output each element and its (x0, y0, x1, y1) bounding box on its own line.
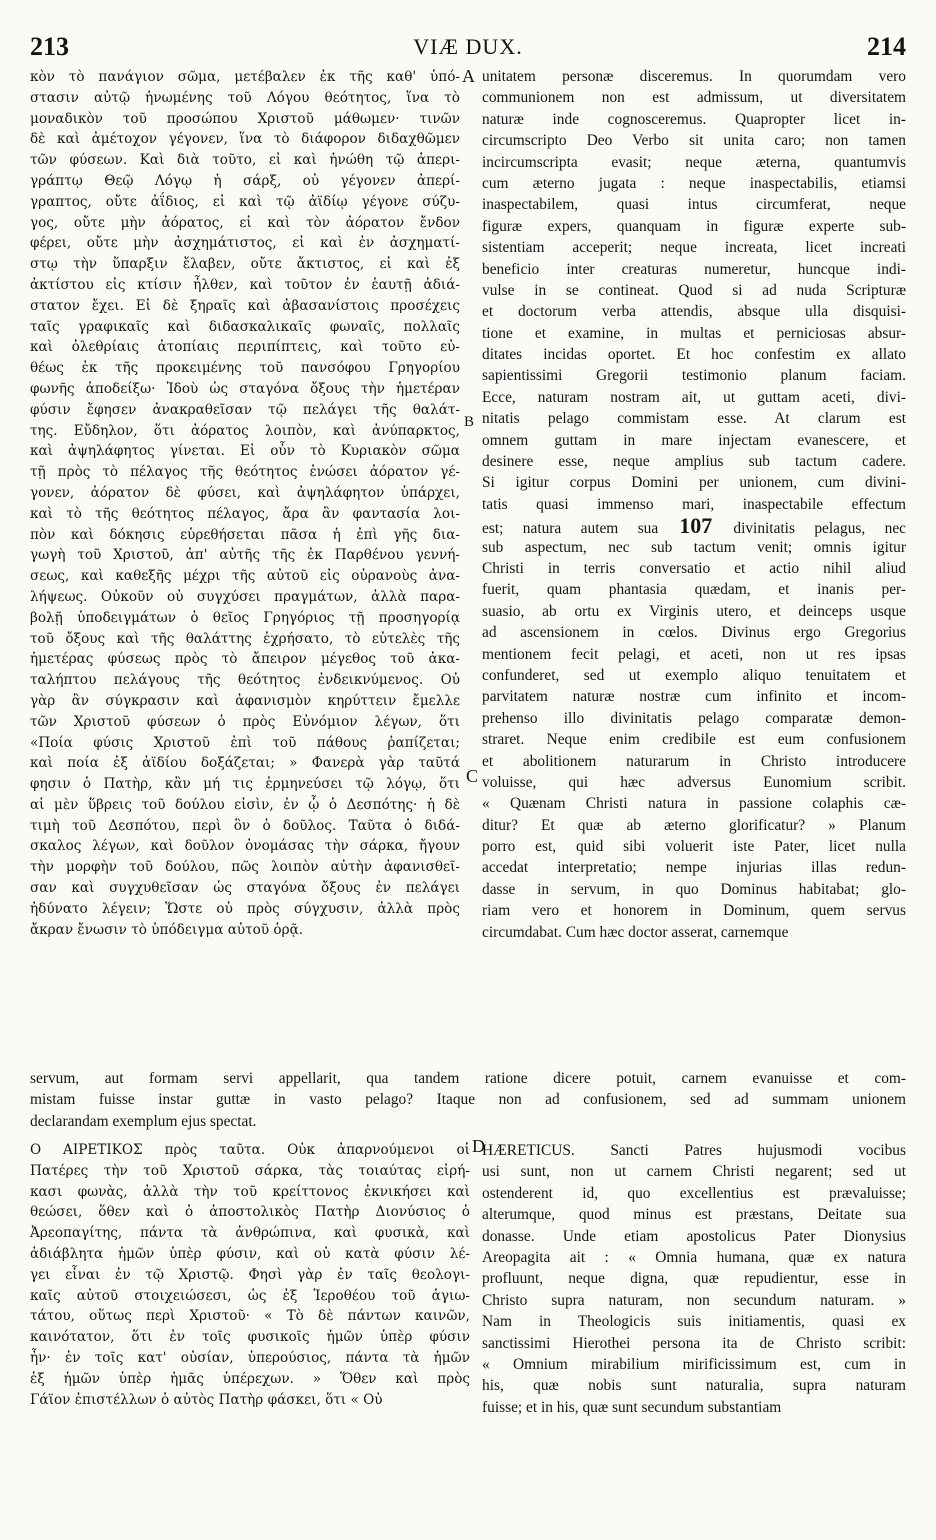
text-line: ostenderent id, quo excellentius est prævaluisse; (482, 1184, 906, 1202)
text-line: γει εἶναι ἐν τῷ Χριστῷ. Φησὶ γὰρ ἐν ταῖς θεολογι- (30, 1266, 470, 1283)
text-line: ταῖς γραφικαῖς καὶ διδασκαλικαῖς φωναῖς, πολλαῖς (30, 318, 460, 335)
text-line: mistam fuisse instar guttæ in vasto pelago? Itaque non ad confusionem, sed ad summam unionem (30, 1091, 906, 1109)
text-line: γραπτος, οὔτε ἀΐδιος, εἰ καὶ τῷ ἀϊδίῳ γέγονε σύζυ- (30, 193, 460, 210)
text-line: Nam in Theologicis suis initiamentis, quasi ex (482, 1313, 906, 1331)
text-line: καὶ τὸ τῆς θεότητος πέλαγος, ἄρα ἂν φαντασία λοι- (30, 505, 460, 522)
text-line: cum æterno jugata : neque inaspectabilis, etiamsi (482, 174, 906, 192)
greek-column-bottom (30, 1140, 470, 1410)
text-line: θέως ἐκ τῆς προκειμένης τοῦ πανσόφου Γρηγορίου (30, 360, 460, 377)
margin-letter-d: D (472, 1136, 485, 1156)
text-line: καὶ ἀψηλάφητος γίνεται. Εἰ οὖν τὸ Κυριακὸν σῶμα (30, 443, 460, 460)
margin-letter-a: A (462, 66, 475, 86)
text-line: omnem guttam in mare injectam evanescere, et (482, 431, 906, 449)
text-line: τῶν Χριστοῦ φύσεων ὁ πρὸς Εὐνόμιον λέγων, ὅτι (30, 713, 460, 730)
text-line: γονεν, ἀόρατον δὲ φύσει, καὶ ἀψηλάφητον ὑπάρχει, (30, 484, 460, 501)
margin-letter-b: B (464, 414, 475, 430)
text-line: tatis quasi immenso mari, inaspectabile effectum (482, 495, 906, 513)
text-line: nitatis pelago commistam esse. At clarum est (482, 410, 906, 428)
text-line: γράπτῳ Θεῷ Λόγῳ ἡ σάρξ, οὐ γέγονεν ἀπερί- (30, 172, 460, 189)
text-line: circumdabat. Cum hæc doctor asserat, carnemque (482, 923, 789, 941)
text-line: ἦν· ἐν τοῖς κατ' οὐσίαν, ὑπερούσιος, πάντα τὰ ἡμῶν (30, 1349, 470, 1366)
text-line: καὶ ὀλεθρίαις ἀτοπίαις περιπίπτεις, καὶ τοῦτο εὐ- (30, 339, 460, 356)
text-line: tione et examine, in multas et perniciosas absur- (482, 324, 906, 342)
text-line: sapientissimi Gregorii testimonio planum faciam. (482, 367, 906, 385)
text-line: Christi in terris conversatio et actio nihil aliud (482, 559, 906, 577)
running-header (30, 32, 906, 62)
text-line: τοῦ ὄξους καὶ τῆς θαλάττης ἐχρήσατο, τὸ εὐτελὲς τῆς (30, 630, 460, 647)
text-line: declarandam exemplum ejus spectat. (30, 1112, 257, 1130)
text-line-with-column-number (482, 515, 906, 536)
text-line: ἠδύνατο λέγειν; Ὥστε οὐ πρὸς σύγχυσιν, ἀλλὰ πρὸς (30, 900, 460, 917)
text-line: naturæ inde cognosceremus. Quapropter licet in- (482, 110, 906, 128)
text-line: prehenso illo divinitatis pelago comparatæ demon- (482, 709, 906, 727)
right-page-number: 214 (867, 32, 906, 61)
margin-letter-c: C (466, 766, 479, 786)
text-line: ditates incidas oportet. Et hoc confestim ex allato (482, 346, 906, 364)
text-line: στατον ἔχει. Εἰ δὲ ξηραῖς καὶ ἀβασανίστοις προσέχεις (30, 297, 460, 314)
text-line: πὸν καὶ δόκησις εὑρεθήσεται πᾶσα ἡ ἐπὶ γῆς δια- (30, 526, 460, 543)
text-line: incircumscripta evasit; neque æterna, quantumvis (482, 153, 906, 171)
text-line: μοναδικὸν τοῦ προσώπου Χριστοῦ μάθωμεν· τινῶν (30, 110, 460, 127)
text-line: sub aspectum, nec sub tactum venit; omnis igitur (482, 538, 906, 556)
text-line: ἐξ ἡμῶν ὑπὲρ ἡμᾶς ὑπέρεχων. » Ὅθεν καὶ πρὸς (30, 1370, 470, 1387)
text-line: « Quænam Christi natura in passione colaphis cæ- (482, 795, 906, 813)
left-page-number: 213 (30, 32, 69, 61)
text-line: servum, aut formam servi appellarit, qua tandem ratione dicere potuit, carnem evanuisse et com- (30, 1070, 906, 1087)
text-line: dasse in servum, in quo Dominus habitabat; glo- (482, 880, 906, 898)
text-line: inaspectabilem, quasi intus circumferat, neque (482, 196, 906, 214)
text-line: Christo supra naturam, non secundum naturam. » (482, 1291, 906, 1309)
text-line: φέρει, οὔτε μὴν ἀσχημάτιστος, εἰ καὶ ἐν ἀσχηματί- (30, 235, 460, 252)
text-line: usi sunt, non ut carnem Christi negarent; sed ut (482, 1163, 906, 1181)
text-line: Πατέρες τὴν τοῦ Χριστοῦ σάρκα, τὰς τοιαύτας εἰρή- (30, 1162, 470, 1179)
text-line: σεως, καὶ καθεξῆς μέχρι τῆς αὐτοῦ εἰς οὐρανοὺς ἀνα- (30, 568, 460, 585)
latin-column-bottom (482, 1140, 906, 1418)
text-line: fuisse; et in his, quæ sunt secundum substantiam (482, 1398, 782, 1416)
text-line: γωγὴ τοῦ Χριστοῦ, ἀπ' αὐτῆς τῆς ἐκ Παρθένου γεννή- (30, 547, 460, 564)
text-line: τὴν μορφὴν τοῦ δούλου, πῶς λοιπὸν αὐτὴν ἀφανισθεῖ- (30, 859, 460, 876)
text-line: αἱ μὲν ὕβρεις τοῦ δούλου εἰσὶν, ἐν ᾧ ὁ Δεσπότης· ἡ δὲ (30, 796, 460, 813)
text-line: voluisse, qui hæc adversus Eunomium scribit. (482, 773, 906, 791)
text-line: figuræ expers, quanquam in figuræ experte sub- (482, 217, 906, 235)
text-line: « Omnium mirabilium mirificissimum est, cum in (482, 1355, 906, 1373)
text-line: riam vero et honorem in Dominum, quem servus (482, 902, 906, 920)
text-line: τῶν φύσεων. Καὶ διὰ τοῦτο, εἰ καὶ ἡνώθη τῷ ἀπερι- (30, 152, 460, 169)
text-line: Ο ΑΙΡΕΤΙΚΟΣ πρὸς ταῦτα. Οὐκ ἀπαρνούμενοι οἱ (30, 1142, 470, 1158)
text-line: της. Εὔδηλον, ὅτι ἀόρατος λοιπὸν, καὶ ἀνύπαρκτος, (30, 422, 460, 439)
text-line: suasio, ab ortu ex Virginis utero, et deinceps usque (482, 602, 906, 620)
text-line: φησιν ὁ Πατὴρ, κἂν μή τις ἑρμηνεύσει τῷ λόγῳ, ὅτι (30, 776, 460, 793)
text-line: στασιν αὐτῷ ἡνωμένης τοῦ Λόγου θεότητος, ἵνα τὸ (30, 89, 460, 106)
text-line: Areopagita ait : « Omnia humana, quæ ex natura (482, 1248, 906, 1266)
text-line: sanctissimi Hierothei persona ita de Christo scribit: (482, 1334, 906, 1352)
text-line: καῖς αὐτοῦ στοιχειώσεσι, ὡς ἐξ Ἱεροθέου τοῦ ἁγιω- (30, 1287, 470, 1304)
text-line: φωνῆς ἀποδείξω· Ἰδοὺ ὡς σταγόνα ὄξους τὴν ἡμετέραν (30, 380, 460, 397)
text-line: τιμὴ τοῦ Δεσπότου, περὶ ὃν ὁ δοῦλος. Ταῦτα ὁ διδά- (30, 817, 460, 834)
text-line: communionem non est admissum, ut diversitatem (482, 89, 906, 107)
latin-full-width-paragraph (30, 1068, 906, 1132)
text-line: ἀκτίστου εἰς κτίσιν ἦλθεν, καὶ τοῦτον ἐν ἑαυτῇ ἀδιά- (30, 276, 460, 293)
text-line: λήψεως. Οὐκοῦν οὐ συγχύσει πραγμάτων, ἀλλὰ παρα- (30, 588, 460, 605)
text-line: porro est, quid sibi voluerit iste Pater, licet nulla (482, 838, 906, 856)
latin-column-top (482, 66, 906, 943)
text-line: Ἀρεοπαγίτης, πάντα τὰ ἀνθρώπινα, καὶ φυσικὰ, καὶ (30, 1225, 470, 1242)
text-line: ἀδιάβλητα ἡμῶν ὑπὲρ φύσιν, καὶ οὐ κατὰ φύσιν λέ- (30, 1245, 470, 1262)
text-line: ταλήπτου πελάγους τῆς θεότητος ἐνδεικνύμενος. Οὐ (30, 672, 460, 689)
text-line: his, quæ nobis sunt naturalia, supra naturam (482, 1377, 906, 1395)
running-title: VIÆ DUX. (413, 34, 523, 59)
text-line: donasse. Unde etiam apostolicus Pater Dionysius (482, 1227, 906, 1245)
text-line: καινότατον, ὅτι ἐν τοῖς φυσικοῖς ἡμῶν ὑπὲρ φύσιν (30, 1329, 470, 1346)
text-line: straret. Neque enim credibile est eum confusionem (482, 731, 906, 749)
text-line: κὸν τὸ πανάγιον σῶμα, μετέβαλεν ἐκ τῆς καθ' ὑπό- (30, 69, 460, 85)
text-line: parvitatem naturæ nostræ cum infinito et incom- (482, 688, 906, 706)
text-line: γος, οὔτε μὴν ἀόρατος, εἰ καὶ τὸν ἀόρατον ἔνδον (30, 214, 460, 231)
text-line: circumscripto Deo Verbo sit unita caro; non tamen (482, 132, 906, 150)
text-line: Si igitur corpus Domini per unionem, cum divini- (482, 474, 906, 492)
text-line: φύσιν ἔφησεν ἀνακραθεῖσαν τῷ πελάγει τῆς θαλάτ- (30, 401, 460, 418)
text-line: vulse in se contineat. Quod si ad nuda Scripturæ (482, 281, 906, 299)
text-line: beneficio inter creaturas numeretur, huncque indi- (482, 260, 906, 278)
text-line: Γάϊον ἐπιστέλλων ὁ αὐτὸς Πατὴρ φάσκει, ὅτι « Οὐ (30, 1391, 383, 1408)
text-line: desinere esse, neque amplius sub tactum cadere. (482, 453, 906, 471)
text-line: γὰρ ἂν σύγκρασιν καὶ ἀφανισμὸν κηρύττειν ἔμελλε (30, 692, 460, 709)
text-line: τάτου, οὕτως περὶ Χριστοῦ· « Τὸ δὲ πάντων καινῶν, (30, 1308, 470, 1325)
text-line: βολῇ ὑποδειγμάτων ὁ θεῖος Γρηγόριος τῇ προσηγορίᾳ (30, 609, 460, 626)
text-fragment: est; natura autem sua (482, 520, 659, 537)
text-line: δὲ καὶ ἀμέτοχον γέγονεν, ἵνα τὸ διάφορον διδαχθῶμεν (30, 131, 460, 148)
text-line: fuerit, quam phantasia quædam, et inanis per- (482, 581, 906, 599)
column-number: 107 (658, 515, 734, 537)
text-line: sistentiam acceperit; neque increata, licet increati (482, 239, 906, 257)
text-line: profluunt, neque digna, quæ repudientur, esse in (482, 1270, 906, 1288)
text-line: confunderet, sed ut exemplo aliquo tenuitatem et (482, 666, 906, 684)
text-line: unitatem personæ disceremus. In quorumdam vero (482, 68, 906, 85)
text-line: ad ascensionem in cœlos. Divinus ergo Gregorius (482, 624, 906, 642)
text-line: «Ποία φύσις Χριστοῦ ἐπὶ τοῦ πάθους ῥαπίζεται; (30, 734, 460, 751)
text-line: στῳ τὴν ὕπαρξιν ἔλαβεν, οὔτε ἄκτιστος, εἰ καὶ ἐξ (30, 256, 460, 273)
text-line: et abolitionem naturarum in Christo introducere (482, 752, 906, 770)
text-line: ἡμετέρας φύσεως πρὸς τὸ ἄπειρον μέγεθος τοῦ ἀκα- (30, 651, 460, 668)
text-line: ditur? Et quæ ab æterno glorificatur? » Planum (482, 816, 906, 834)
text-line: accedat interpretatio; nempe injurias illas redun- (482, 859, 906, 877)
text-line: HÆRETICUS. Sancti Patres hujusmodi vocibus (482, 1142, 906, 1159)
text-line: mentionem fecit pelagi, et aceti, non ut res ipsas (482, 645, 906, 663)
text-line: σαν καὶ συγχυθεῖσαν ὡς σταγόνα ὄξους ἐν πελάγει (30, 880, 460, 897)
text-line: et doctorum verba attendis, absque ulla disquisi- (482, 303, 906, 321)
text-line: alterumque, quod minus est præstans, Deitate sua (482, 1206, 906, 1224)
text-line: καὶ ποία ἐξ ἀϊδίου δοξάζεται; » Φανερὰ γὰρ ταῦτά (30, 755, 460, 772)
text-line: κασι φωνὰς, ἀλλὰ τὴν τοῦ κρείττονος ἐκνικήσει καὶ (30, 1183, 470, 1200)
text-line: θεώσει, ὅθεν καὶ ὁ ἀποστολικὸς Πατὴρ Διονύσιος ὁ (30, 1204, 470, 1221)
text-line: σκαλος λέγων, καὶ δοῦλον ὀνομάσας τὴν σάρκα, ἤγουν (30, 838, 460, 855)
greek-column-top (30, 67, 460, 940)
text-line: τῇ πρὸς τὸ πέλαγος τῆς θεότητος ἑνώσει ἀόρατον γέ- (30, 464, 460, 481)
text-line: Ecce, naturam nostram ait, ut guttam aceti, divi- (482, 388, 906, 406)
text-fragment: divinitatis pelagus, nec (733, 520, 906, 537)
text-line: ἄκραν ἔνωσιν τὸ ὑπόδειγμα αὐτοῦ ὁρᾷ. (30, 921, 304, 938)
